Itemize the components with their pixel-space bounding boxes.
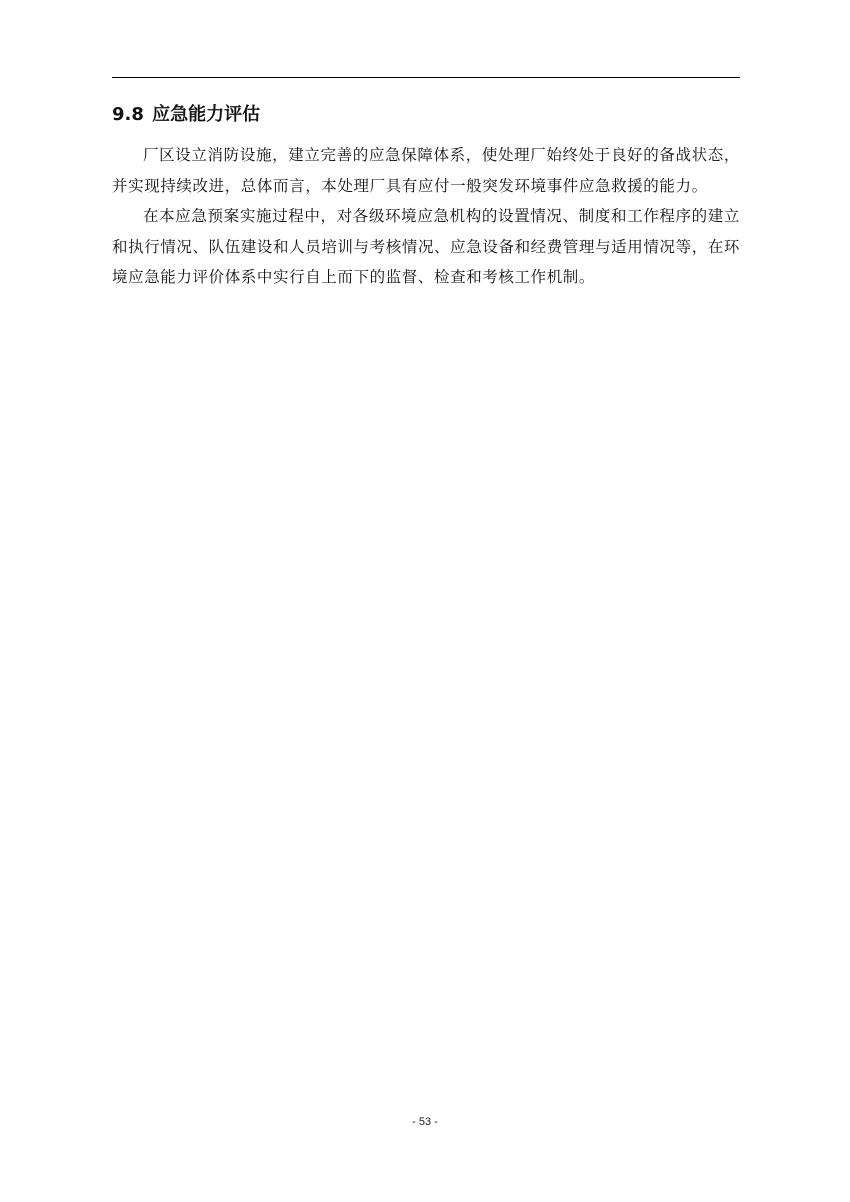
header-rule [112, 77, 740, 78]
page-number: - 53 - [412, 1116, 438, 1128]
section-number: 9.8 [112, 104, 144, 125]
section-heading [112, 100, 740, 130]
paragraph-1: 厂区设立消防设施，建立完善的应急保障体系，使处理厂始终处于良好的备战状态，并实现持续改进，总体而言，本处理厂具有应付一般突发环境事件应急救援的能力。 [112, 146, 740, 195]
paragraph-2: 在本应急预案实施过程中，对各级环境应急机构的设置情况、制度和工作程序的建立和执行情况、队伍建设和人员培训与考核情况、应急设备和经费管理与适用情况等，在环境应急能力评价体系中实行自上而下的监督、检查和考核工作机制。 [112, 207, 740, 286]
section-title: 应急能力评估 [152, 104, 261, 125]
body-text [112, 140, 740, 293]
